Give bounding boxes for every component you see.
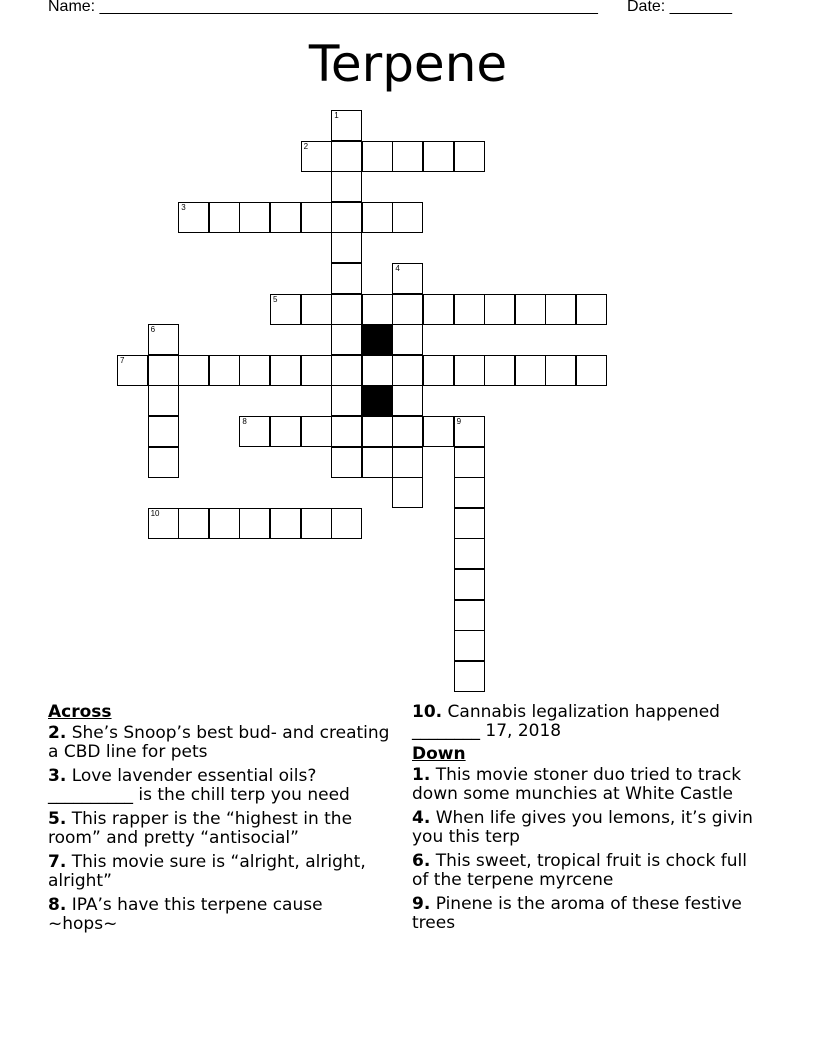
cell-number: 6 — [150, 325, 156, 335]
grid-cell[interactable] — [331, 232, 362, 263]
clue-text: Pinene is the aroma of these festive trees — [412, 894, 742, 933]
clue-text: This movie sure is “alright, alright, alright” — [48, 852, 366, 891]
clue-number: 10. — [412, 702, 443, 722]
clue-down-9 — [412, 895, 757, 933]
black-cell — [362, 385, 393, 416]
grid-cell[interactable] — [148, 447, 179, 478]
clues-right-column — [412, 703, 757, 933]
grid-cell[interactable] — [423, 294, 454, 325]
grid-cell[interactable] — [148, 416, 179, 447]
clue-number: 2. — [48, 723, 67, 743]
cell-number: 7 — [120, 355, 125, 365]
clue-across-7 — [48, 853, 393, 891]
grid-cell[interactable] — [239, 416, 270, 447]
clue-text: When life gives you lemons, it’s givin you this terp — [412, 808, 753, 847]
grid-cell[interactable] — [270, 202, 301, 233]
grid-cell[interactable] — [270, 355, 301, 386]
clue-text: She’s Snoop’s best bud- and creating a CBD line for pets — [48, 723, 390, 762]
cell-number: 8 — [242, 417, 247, 426]
grid-cell[interactable] — [301, 141, 332, 172]
cell-number: 10 — [150, 508, 160, 518]
clue-number: 8. — [48, 895, 67, 915]
grid-cell[interactable] — [454, 630, 485, 661]
clue-number: 9. — [412, 894, 431, 914]
cell-number: 3 — [181, 202, 186, 212]
name-field[interactable]: Name: ________________________________________________________ — [48, 0, 598, 15]
grid-cell[interactable] — [484, 355, 515, 386]
grid-cell[interactable] — [178, 202, 209, 233]
clue-number: 7. — [48, 852, 67, 872]
grid-cell[interactable] — [209, 355, 240, 386]
grid-cell[interactable] — [392, 202, 423, 233]
grid-cell[interactable] — [362, 141, 393, 172]
grid-cell[interactable] — [362, 294, 393, 325]
grid-cell[interactable] — [239, 202, 270, 233]
grid-cell[interactable] — [331, 110, 362, 141]
grid-cell[interactable] — [392, 385, 423, 416]
grid-cell[interactable] — [239, 355, 270, 386]
puzzle-title: Terpene — [308, 35, 508, 93]
clue-number: 6. — [412, 851, 431, 871]
grid-cell[interactable] — [331, 171, 362, 202]
grid-cell[interactable] — [423, 416, 454, 447]
black-cell — [362, 324, 393, 355]
grid-cell[interactable] — [484, 294, 515, 325]
grid-cell[interactable] — [331, 508, 362, 539]
grid-cell[interactable] — [423, 355, 454, 386]
clue-down-1 — [412, 766, 757, 804]
grid-cell[interactable] — [301, 355, 332, 386]
grid-cell[interactable] — [270, 508, 301, 539]
grid-cell[interactable] — [576, 294, 607, 325]
clues-left-column — [48, 703, 393, 934]
grid-cell[interactable] — [515, 355, 546, 386]
clue-down-4 — [412, 809, 757, 847]
clue-text: This rapper is the “highest in the room” and pretty “antisocial” — [48, 809, 353, 848]
grid-cell[interactable] — [270, 294, 301, 325]
grid-cell[interactable] — [362, 202, 393, 233]
grid-cell[interactable] — [423, 141, 454, 172]
clue-text: Cannabis legalization happened ________ 17, 2018 — [412, 702, 720, 741]
grid-cell[interactable] — [576, 355, 607, 386]
down-heading: Down — [412, 744, 466, 764]
grid-cell[interactable] — [301, 202, 332, 233]
grid-cell[interactable] — [515, 294, 546, 325]
grid-cell[interactable] — [331, 202, 362, 233]
clue-text: This movie stoner duo tried to track down some munchies at White Castle — [412, 765, 742, 804]
grid-cell[interactable] — [331, 416, 362, 447]
cell-number: 5 — [273, 294, 278, 304]
grid-cell[interactable] — [454, 477, 485, 508]
clue-across-10 — [412, 703, 757, 741]
grid-cell[interactable] — [392, 416, 423, 447]
grid-cell[interactable] — [178, 508, 209, 539]
cell-number: 1 — [334, 111, 339, 120]
grid-cell[interactable] — [362, 416, 393, 447]
grid-cell[interactable] — [454, 447, 485, 478]
grid-cell[interactable] — [331, 447, 362, 478]
grid-cell[interactable] — [301, 508, 332, 539]
grid-cell[interactable] — [362, 447, 393, 478]
grid-cell[interactable] — [545, 294, 576, 325]
grid-cell[interactable] — [392, 447, 423, 478]
grid-cell[interactable] — [148, 324, 179, 355]
clue-text: Love lavender essential oils? __________ is the chill terp you need — [48, 766, 350, 805]
grid-cell[interactable] — [392, 294, 423, 325]
grid-cell[interactable] — [454, 355, 485, 386]
grid-cell[interactable] — [454, 294, 485, 325]
grid-cell[interactable] — [239, 508, 270, 539]
grid-cell[interactable] — [331, 324, 362, 355]
grid-cell[interactable] — [392, 324, 423, 355]
grid-cell[interactable] — [454, 661, 485, 692]
clue-number: 1. — [412, 765, 431, 785]
grid-cell[interactable] — [331, 263, 362, 294]
clue-number: 5. — [48, 809, 67, 829]
grid-cell[interactable] — [454, 569, 485, 600]
grid-cell[interactable] — [209, 202, 240, 233]
grid-cell[interactable] — [331, 141, 362, 172]
clue-text: This sweet, tropical fruit is chock full of the terpene myrcene — [412, 851, 747, 890]
grid-cell[interactable] — [392, 141, 423, 172]
grid-cell[interactable] — [545, 355, 576, 386]
grid-cell[interactable] — [117, 355, 148, 386]
grid-cell[interactable] — [270, 416, 301, 447]
grid-cell[interactable] — [209, 508, 240, 539]
grid-cell[interactable] — [148, 508, 179, 539]
grid-cell[interactable] — [454, 600, 485, 631]
grid-cell[interactable] — [392, 355, 423, 386]
grid-cell[interactable] — [301, 416, 332, 447]
grid-cell[interactable] — [454, 416, 485, 447]
cell-number: 4 — [395, 264, 400, 273]
grid-cell[interactable] — [148, 355, 179, 386]
clue-number: 3. — [48, 766, 67, 786]
grid-cell[interactable] — [331, 294, 362, 325]
grid-cell[interactable] — [148, 385, 179, 416]
clue-across-8 — [48, 896, 393, 934]
clue-text: IPA’s have this terpene cause ~hops~ — [48, 895, 323, 934]
grid-cell[interactable] — [392, 263, 423, 294]
grid-cell[interactable] — [454, 538, 485, 569]
clue-across-5 — [48, 810, 393, 848]
cell-number: 2 — [303, 141, 309, 151]
clue-number: 4. — [412, 808, 431, 828]
grid-cell[interactable] — [178, 355, 209, 386]
across-heading: Across — [48, 702, 112, 722]
clue-down-6 — [412, 852, 757, 890]
grid-cell[interactable] — [454, 141, 485, 172]
clue-across-2 — [48, 724, 393, 762]
grid-cell[interactable] — [362, 355, 393, 386]
cell-number: 9 — [456, 417, 462, 426]
grid-cell[interactable] — [331, 355, 362, 386]
clue-across-3 — [48, 767, 393, 805]
grid-cell[interactable] — [454, 508, 485, 539]
date-field[interactable]: Date: _______ — [627, 0, 732, 15]
grid-cell[interactable] — [331, 385, 362, 416]
grid-cell[interactable] — [392, 477, 423, 508]
grid-cell[interactable] — [301, 294, 332, 325]
